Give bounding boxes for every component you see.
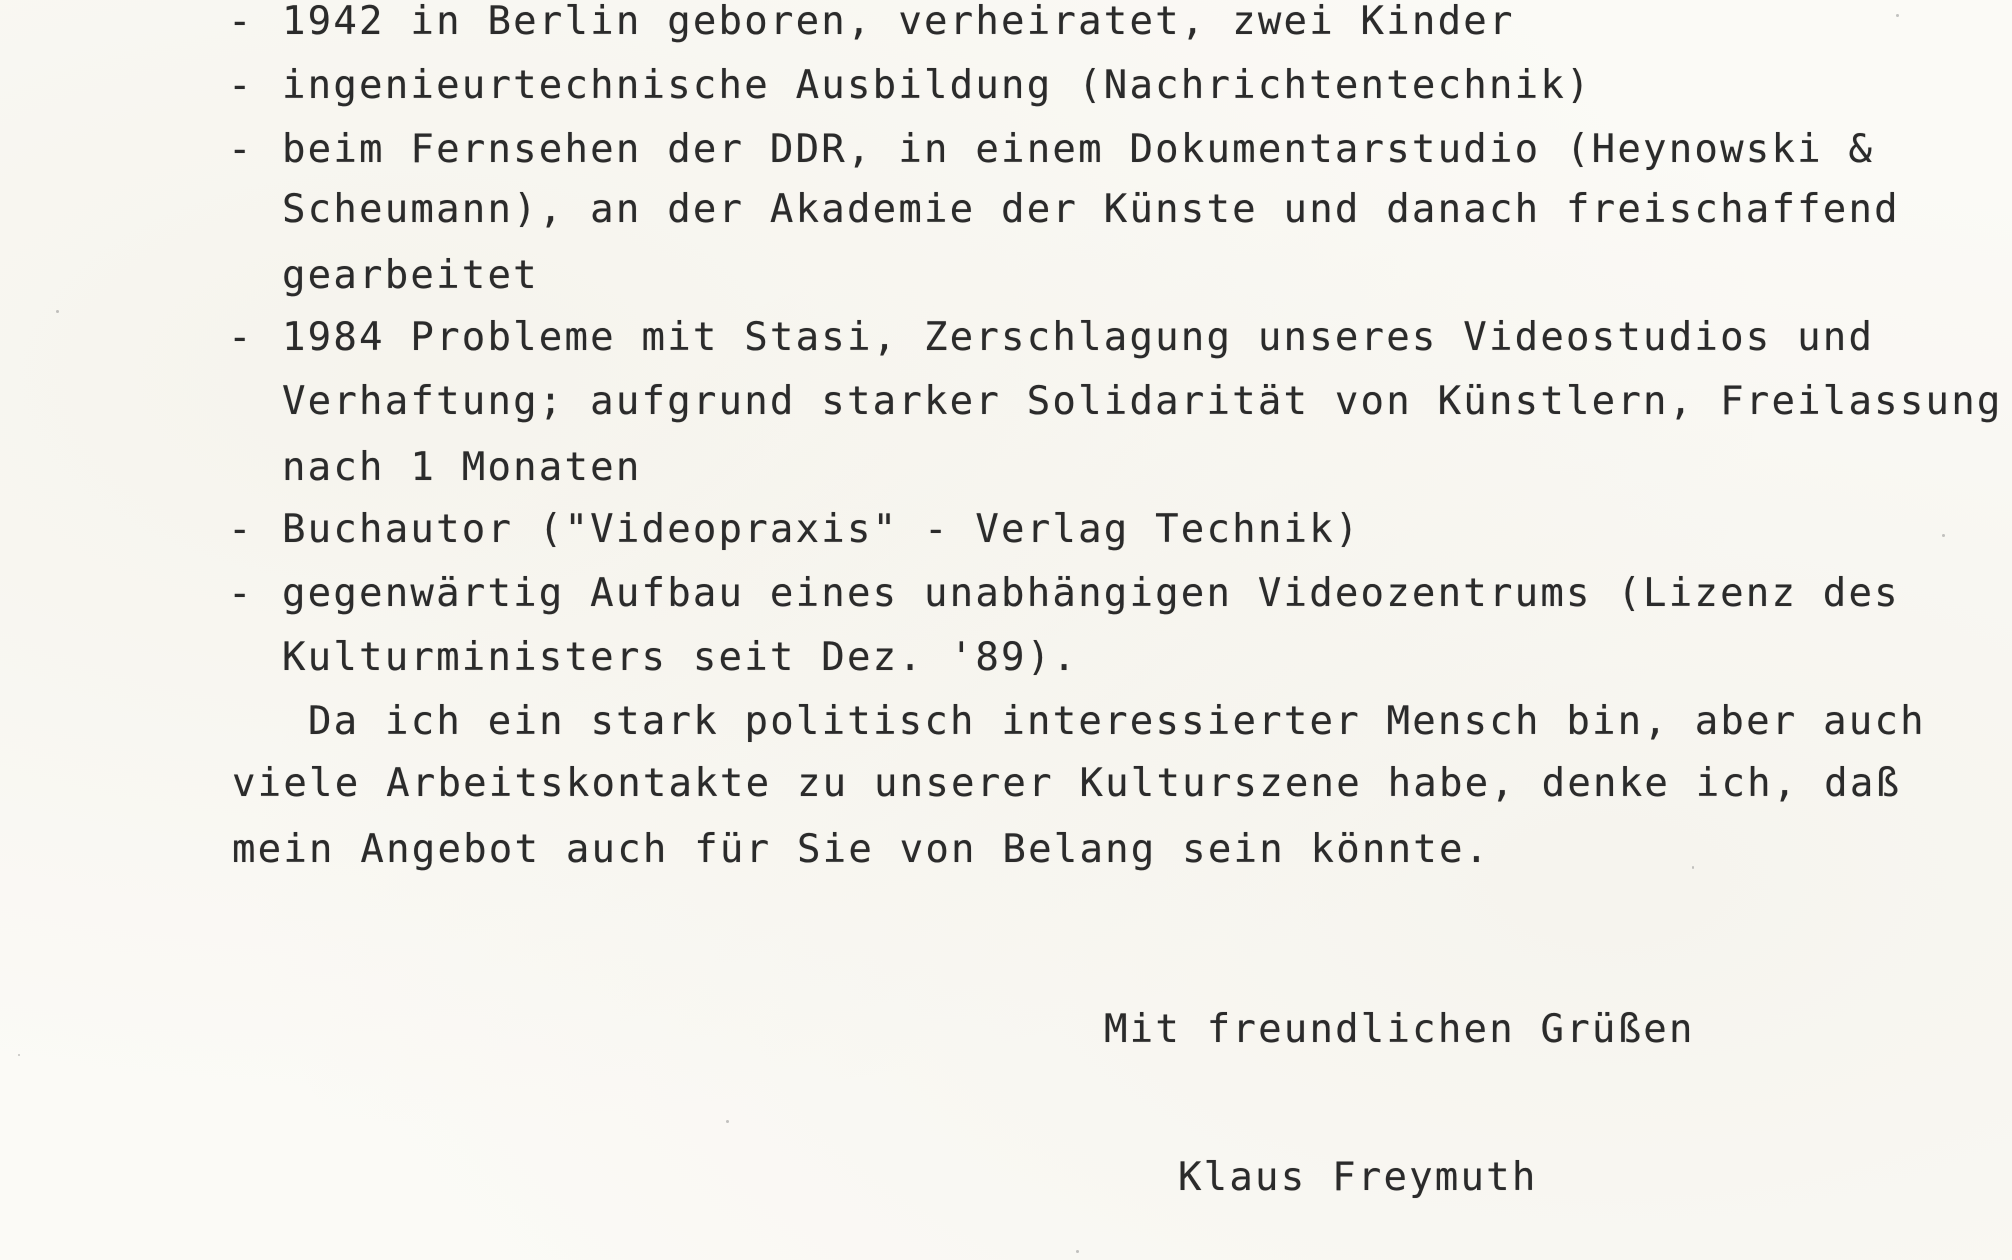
bullet-dash: - — [228, 0, 254, 44]
bullet-dash: - — [228, 507, 254, 552]
paper-speck — [1076, 1250, 1079, 1253]
paper-speck — [1896, 14, 1899, 17]
paragraph-line: mein Angebot auch für Sie von Belang sein könnte. — [232, 827, 1491, 872]
signature-name: Klaus Freymuth — [1178, 1155, 1538, 1200]
bullet-item-line: Verhaftung; aufgrund starker Solidarität von Künstlern, Freilassung — [282, 379, 2003, 424]
paragraph-line: Da ich ein stark politisch interessierter Mensch bin, aber auch — [308, 699, 1926, 744]
bullet-dash: - — [228, 315, 254, 360]
bullet-item-line: Buchautor ("Videopraxis" - Verlag Technik) — [282, 507, 1361, 552]
paragraph-line: viele Arbeitskontakte zu unserer Kulturszene habe, denke ich, daß — [232, 761, 1902, 806]
bullet-item-line: ingenieurtechnische Ausbildung (Nachrichtentechnik) — [282, 63, 1592, 108]
paper-speck — [1942, 534, 1945, 537]
closing-phrase: Mit freundlichen Grüßen — [1104, 1007, 1695, 1052]
paper-speck — [18, 1054, 20, 1056]
bullet-item-line: 1942 in Berlin geboren, verheiratet, zwei Kinder — [282, 0, 1515, 44]
bullet-item-line: Kulturministers seit Dez. '89). — [282, 635, 1079, 680]
bullet-dash: - — [228, 63, 254, 108]
bullet-item-line: nach 1 Monaten — [282, 445, 642, 490]
bullet-item-line: Scheumann), an der Akademie der Künste und danach freischaffend — [282, 187, 1900, 232]
bullet-item-line: beim Fernsehen der DDR, in einem Dokumentarstudio (Heynowski & — [282, 127, 1875, 172]
bullet-dash: - — [228, 127, 254, 172]
bullet-dash: - — [228, 571, 254, 616]
paper-speck — [56, 310, 59, 313]
paper-speck — [1692, 866, 1694, 869]
bullet-item-line: gegenwärtig Aufbau eines unabhängigen Videozentrums (Lizenz des — [282, 571, 1900, 616]
bullet-item-line: 1984 Probleme mit Stasi, Zerschlagung unseres Videostudios und — [282, 315, 1875, 360]
bullet-item-line: gearbeitet — [282, 253, 539, 298]
paper-speck — [726, 1120, 729, 1123]
